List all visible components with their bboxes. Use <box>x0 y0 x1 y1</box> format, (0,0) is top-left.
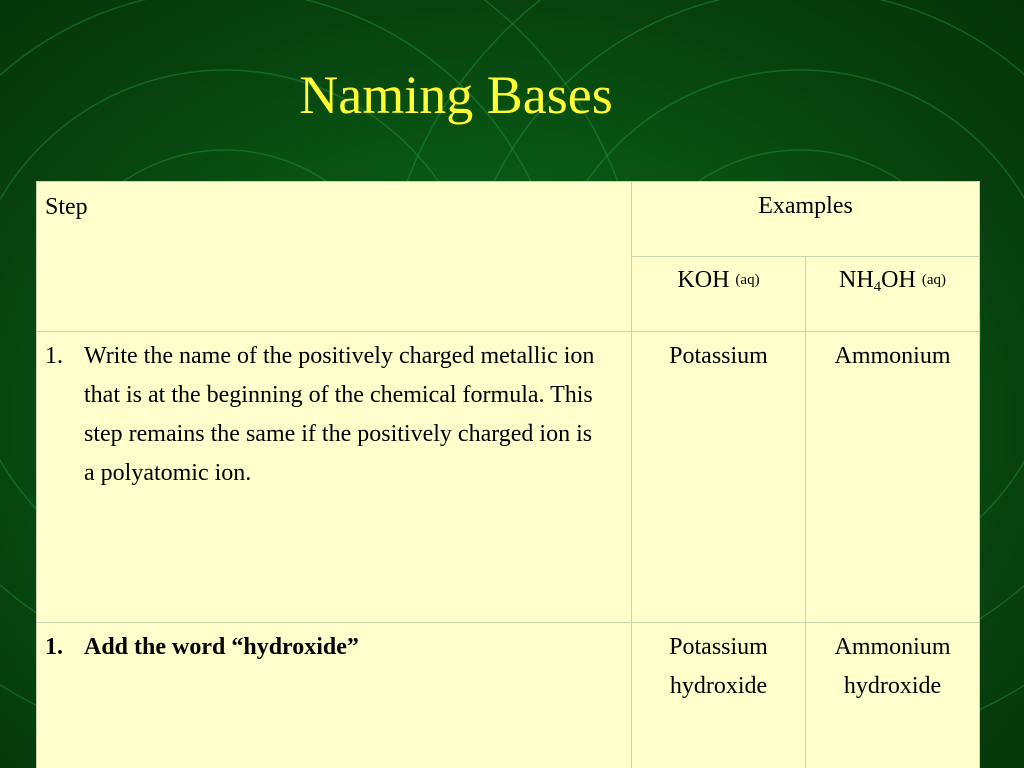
compound-formula-tail: OH <box>881 267 916 293</box>
compound-state: (aq) <box>921 272 946 288</box>
compound-formula: NH <box>839 267 874 293</box>
step-number: 1. <box>45 634 63 660</box>
example-value: Potassium <box>669 343 768 369</box>
compound-subscript: 4 <box>873 279 882 295</box>
step-number: 1. <box>45 343 63 369</box>
example-koh-cell <box>632 332 806 623</box>
example-value: Ammonium <box>834 343 951 369</box>
table-row <box>37 332 980 623</box>
step-header-cell <box>37 182 632 332</box>
compound-state: (aq) <box>735 272 760 288</box>
step-text: Add the word “hydroxide” <box>84 634 359 660</box>
table-row <box>37 623 980 768</box>
naming-steps-table <box>36 181 980 768</box>
example-nh4oh-cell <box>806 332 980 623</box>
example-koh-cell <box>632 623 806 768</box>
header-row <box>37 182 980 257</box>
example-value: Ammonium hydroxide <box>834 634 951 699</box>
examples-header: Examples <box>758 193 853 219</box>
compound-koh <box>632 257 806 332</box>
slide-title: Naming Bases <box>299 65 613 125</box>
step-text: Write the name of the positively charged metallic ion that is at the beginning of the chemical formula. This step remains the same if the positively charged ion is a polyatomic ion. <box>84 343 595 486</box>
step-header: Step <box>45 194 88 220</box>
step-cell <box>37 332 632 623</box>
compound-nh4oh <box>806 257 980 332</box>
step-cell <box>37 623 632 768</box>
example-nh4oh-cell <box>806 623 980 768</box>
compound-formula: KOH <box>677 267 730 293</box>
example-value: Potassium hydroxide <box>669 634 768 699</box>
examples-header-cell <box>632 182 980 257</box>
